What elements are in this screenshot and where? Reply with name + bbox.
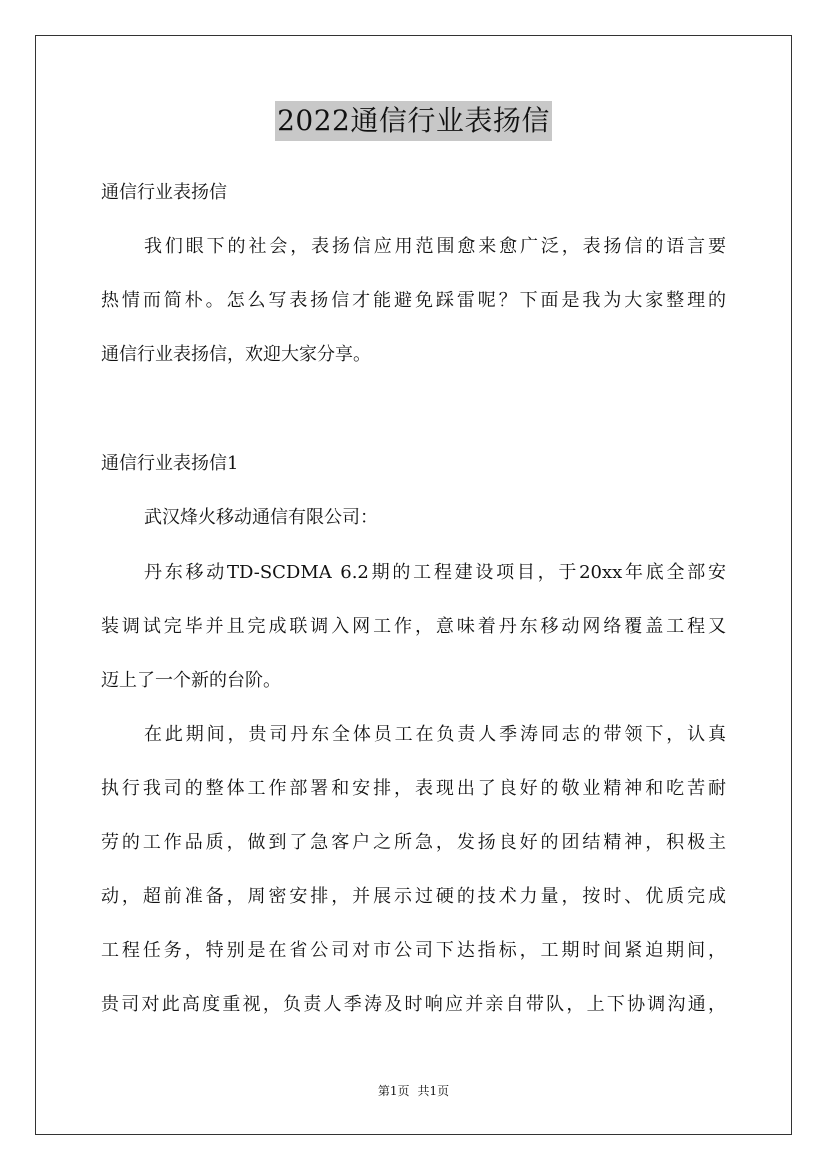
page-total: 共1页 <box>417 1084 450 1098</box>
title-container <box>0 101 827 141</box>
intro-line: 我们眼下的社会，表扬信应用范围愈来愈广泛，表扬信的语言要 <box>144 236 726 257</box>
paragraph-line: 丹东移动TD-SCDMA 6.2期的工程建设项目，于20xx年底全部安 <box>144 562 726 583</box>
document-subtitle: 通信行业表扬信 <box>101 182 227 203</box>
paragraph-line: 劳的工作品质，做到了急客户之所急，发扬良好的团结精神，积极主 <box>101 832 726 853</box>
page-number: 第1页 <box>377 1084 410 1098</box>
paragraph-line: 装调试完毕并且完成联调入网工作，意味着丹东移动网络覆盖工程又 <box>101 616 726 637</box>
paragraph-line: 动，超前准备，周密安排，并展示过硬的技术力量，按时、优质完成 <box>101 886 726 907</box>
salutation: 武汉烽火移动通信有限公司： <box>144 507 378 528</box>
intro-line: 热情而简朴。怎么写表扬信才能避免踩雷呢？下面是我为大家整理的 <box>101 290 726 311</box>
intro-line: 通信行业表扬信，欢迎大家分享。 <box>101 344 371 365</box>
paragraph-line: 迈上了一个新的台阶。 <box>101 670 281 691</box>
section-heading: 通信行业表扬信1 <box>101 453 239 474</box>
paragraph-line: 工程任务，特别是在省公司对市公司下达指标，工期时间紧迫期间， <box>101 940 726 961</box>
paragraph-line: 在此期间，贵司丹东全体员工在负责人季涛同志的带领下，认真 <box>144 724 726 745</box>
document-title: 2022通信行业表扬信 <box>275 101 552 141</box>
paragraph-line: 执行我司的整体工作部署和安排，表现出了良好的敬业精神和吃苦耐 <box>101 778 726 799</box>
page-footer <box>0 1083 827 1099</box>
paragraph-line: 贵司对此高度重视，负责人季涛及时响应并亲自带队，上下协调沟通， <box>101 994 726 1015</box>
